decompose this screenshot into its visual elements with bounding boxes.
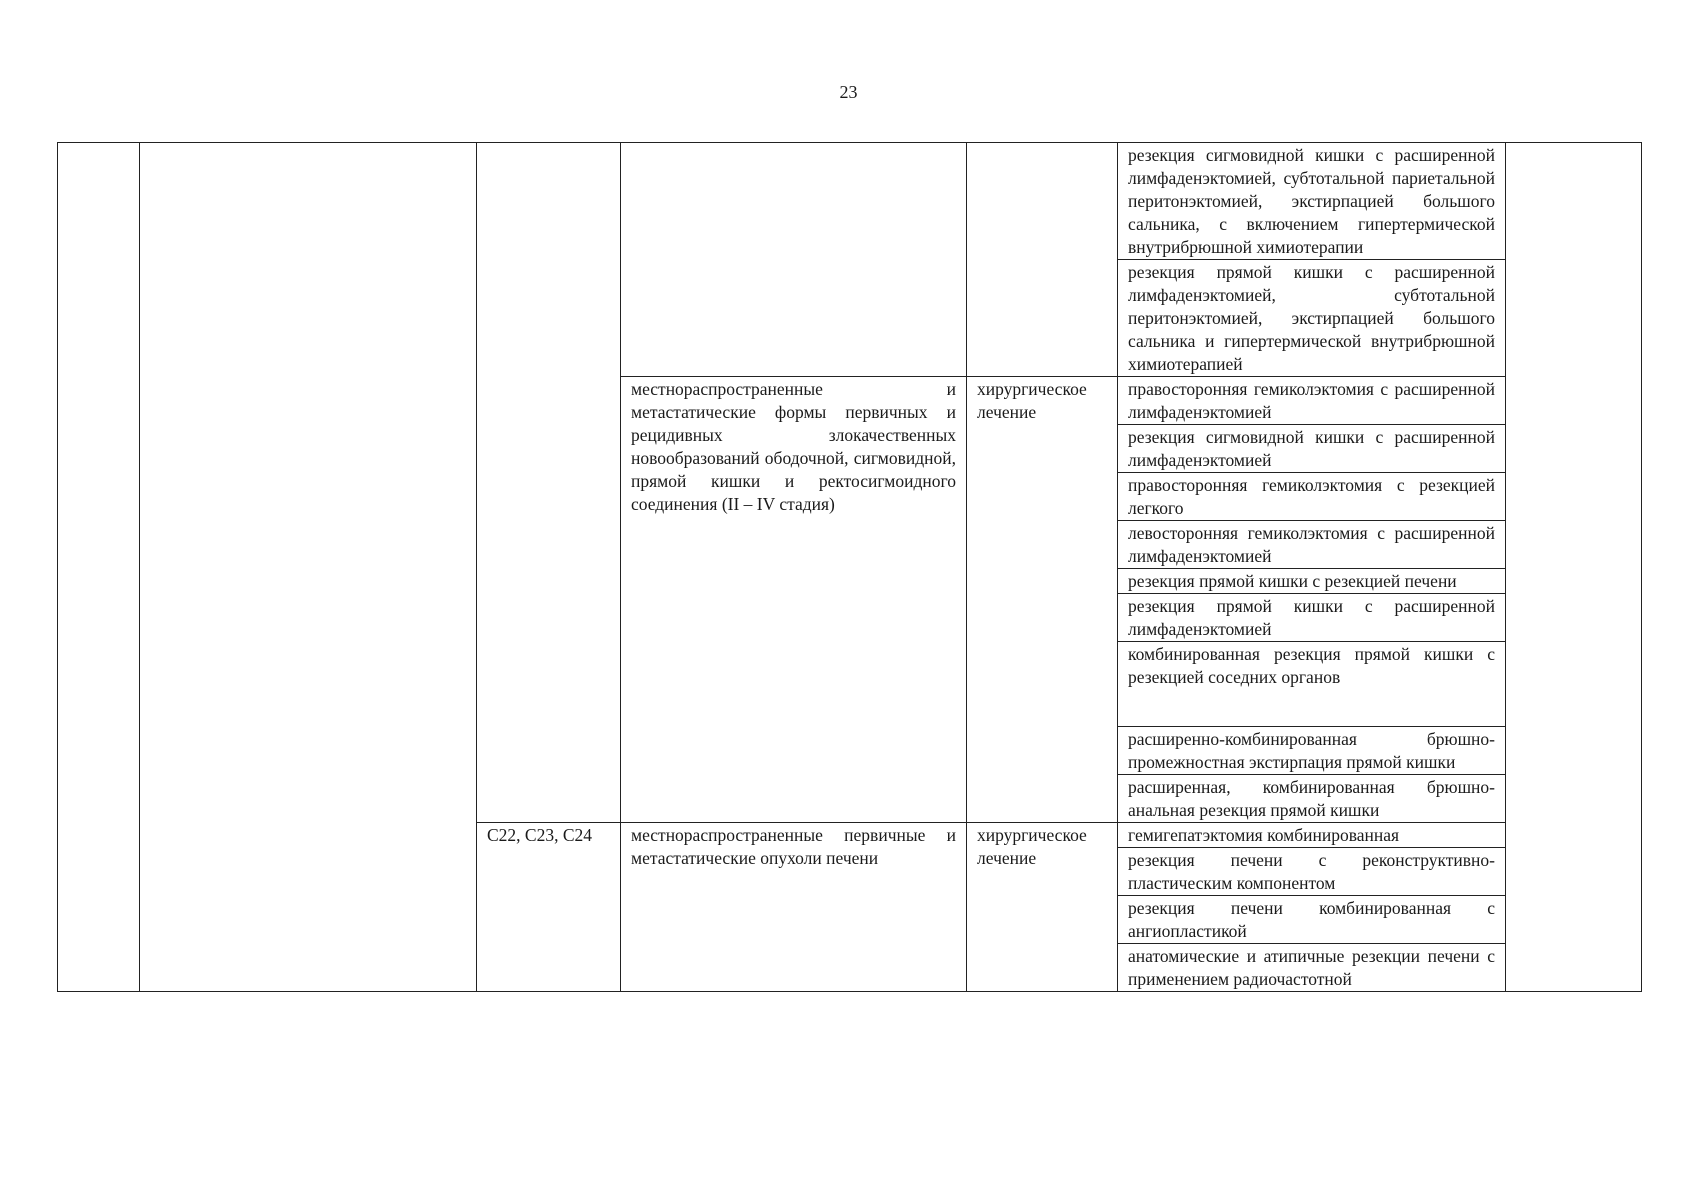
procedure-cell: резекция прямой кишки с расширенной лимфаденэктомией, субтотальной перитонэктомией, экстирпацией большого сальника и гипертермической внутрибрюшной химиотерапией: [1118, 260, 1506, 377]
page-number: 23: [839, 82, 858, 102]
codes-cell: C22, C23, C24: [477, 823, 621, 992]
col-name-cell: [140, 143, 477, 992]
procedure-cell: резекция печени комбинированная с ангиопластикой: [1118, 896, 1506, 944]
procedure-cell: правосторонняя гемиколэктомия с резекцией легкого: [1118, 473, 1506, 521]
procedure-cell: резекция печени с реконструктивно-пластическим компонентом: [1118, 848, 1506, 896]
procedure-cell: резекция сигмовидной кишки с расширенной лимфаденэктомией, субтотальной париетальной перитонэктомией, экстирпацией большого сальника, с включением гипертермической внутрибрюшной химиотерапии: [1118, 143, 1506, 260]
procedure-cell: анатомические и атипичные резекции печени с применением радиочастотной: [1118, 944, 1506, 992]
procedure-cell: левосторонняя гемиколэктомия с расширенной лимфаденэктомией: [1118, 521, 1506, 569]
procedure-cell: расширенная, комбинированная брюшно-анальная резекция прямой кишки: [1118, 775, 1506, 823]
treatment-cell: хирургическое лечение: [967, 377, 1118, 823]
procedure-cell: резекция прямой кишки с резекцией печени: [1118, 569, 1506, 594]
table-row: [58, 143, 1642, 260]
treatment-cell: хирургическое лечение: [967, 823, 1118, 992]
col-diagnosis-cell: [621, 143, 967, 377]
diagnosis-cell: местнораспространенные и метастатические формы первичных и рецидивных злокачественных новообразований ободочной, сигмовидной, прямой кишки и ректосигмоидного соединения (II – IV стадия): [621, 377, 967, 823]
col-norm-cell: [1506, 143, 1642, 992]
treatment-table: [57, 142, 1642, 992]
procedure-cell: расширенно-комбинированная брюшно-промежностная экстирпация прямой кишки: [1118, 727, 1506, 775]
procedure-cell: гемигепатэктомия комбинированная: [1118, 823, 1506, 848]
col-treatment-cell: [967, 143, 1118, 377]
procedure-cell: комбинированная резекция прямой кишки с резекцией соседних органов: [1118, 642, 1506, 727]
procedure-cell: резекция сигмовидной кишки с расширенной лимфаденэктомией: [1118, 425, 1506, 473]
procedure-cell: правосторонняя гемиколэктомия с расширенной лимфаденэктомией: [1118, 377, 1506, 425]
diagnosis-cell: местнораспространенные первичные и метастатические опухоли печени: [621, 823, 967, 992]
procedure-cell: резекция прямой кишки с расширенной лимфаденэктомией: [1118, 594, 1506, 642]
col-codes-cell: [477, 143, 621, 823]
col-number-cell: [58, 143, 140, 992]
